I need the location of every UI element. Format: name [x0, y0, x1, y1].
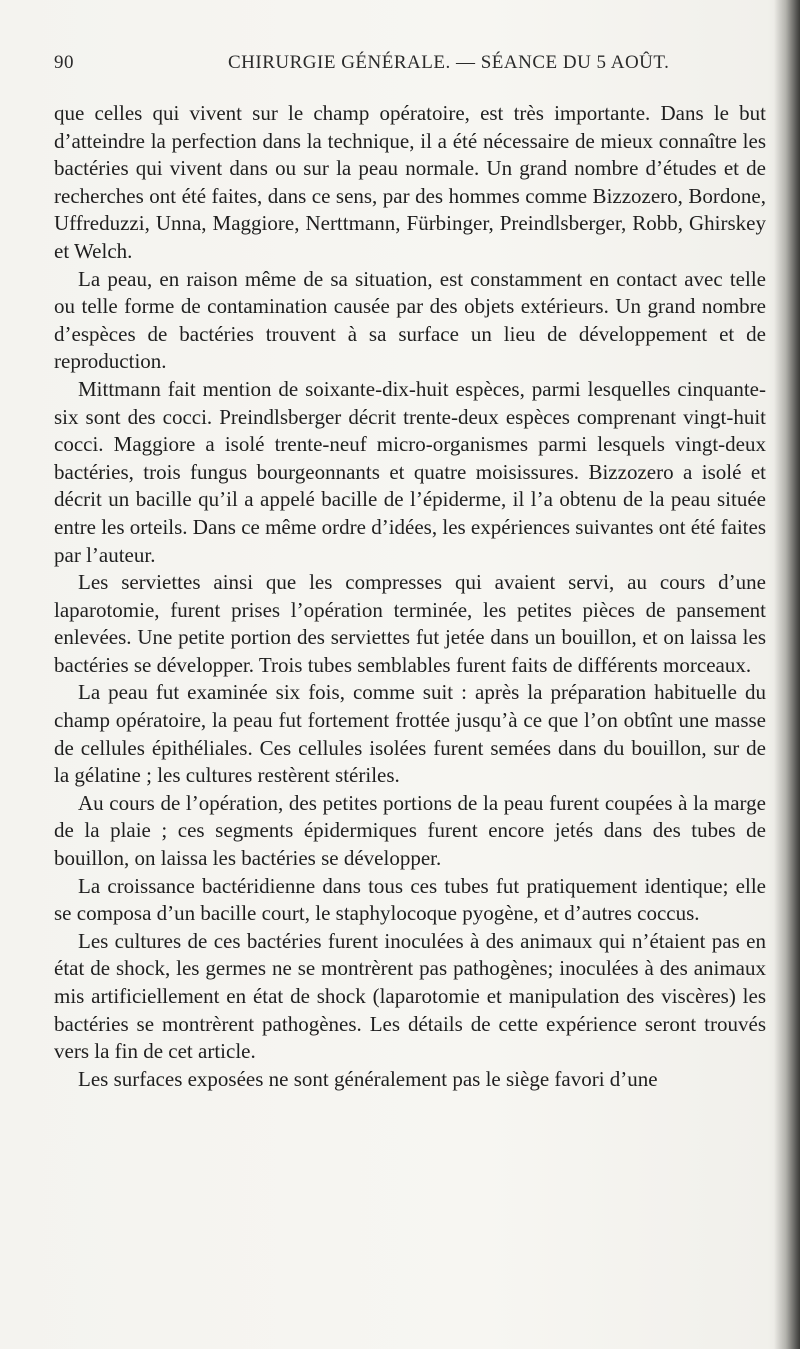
page-number: 90 [54, 52, 74, 73]
running-head: CHIRURGIE GÉNÉRALE. — SÉANCE DU 5 AOÛT. [228, 52, 670, 73]
paragraph: Au cours de l’opération, des petites portions de la peau furent coupées à la marge de la plaie ; ces segments épidermiques furent encore jetés dans des tubes de bouillon, on laissa les bactéries se développer. [54, 790, 766, 871]
paragraph: La peau, en raison même de sa situation, est constamment en contact avec telle ou telle forme de contamination causée par des objets extérieurs. Un grand nombre d’espèces de bactéries trouvent à sa surface un lieu de développement et de reproduction. [54, 266, 766, 374]
paragraph: Les surfaces exposées ne sont généralement pas le siège favori d’une [78, 1066, 658, 1091]
paragraph: La croissance bactéridienne dans tous ces tubes fut pratiquement identique; elle se composa d’un bacille court, le staphylocoque pyogène, et d’autres coccus. [54, 873, 766, 926]
paragraph: que celles qui vivent sur le champ opératoire, est très importante. Dans le but d’atteindre la perfection dans la technique, il a été nécessaire de mieux connaître les bactéries qui vivent dans ou sur la peau normale. Un grand nombre d’études et de recherches ont été faites, dans ce sens, par des hommes comme Bizzozero, Bordone, Uffreduzzi, Unna, Maggiore, Nerttmann, Fürbinger, Preindlsberger, Robb, Ghirskey et Welch. [54, 101, 766, 263]
paragraph: Mittmann fait mention de soixante-dix-huit espèces, parmi lesquelles cinquante-six sont des cocci. Preindlsberger décrit trente-deux espèces comprenant vingt-huit cocci. Maggiore a isolé trente-neuf micro-organismes parmi lesquels vingt-deux bactéries, trois fungus bourgeonnants et quatre moisissures. Bizzozero a isolé et décrit un bacille qu’il a appelé bacille de l’épiderme, il l’a obtenu de la peau située entre les orteils. Dans ce même ordre d’idées, les expériences suivantes ont été faites par l’auteur. [54, 376, 766, 567]
paragraph: Les cultures de ces bactéries furent inoculées à des animaux qui n’étaient pas en état de shock, les germes ne se montrèrent pas pathogènes; inoculées à des animaux mis artificiellement en état de shock (laparotomie et manipulation des viscères) les bactéries se montrèrent pathogènes. Les détails de cette expérience seront trouvés vers la fin de cet article. [54, 928, 766, 1064]
paragraph: Les serviettes ainsi que les compresses qui avaient servi, au cours d’une laparotomie, furent prises l’opération terminée, les petites pièces de pansement enlevées. Une petite portion des serviettes fut jetée dans un bouillon, et on laissa les bactéries se développer. Trois tubes semblables furent faits de différents morceaux. [54, 570, 766, 677]
page-header [54, 52, 760, 88]
paragraph: La peau fut examinée six fois, comme suit : après la préparation habituelle du champ opératoire, la peau fut fortement frottée jusqu’à ce que l’on obtînt une masse de cellules épithéliales. Ces cellules isolées furent semées dans du bouillon, sur de la gélatine ; les cultures restèrent stériles. [54, 680, 766, 788]
body-text [54, 100, 766, 1093]
binding-shadow [774, 0, 800, 1349]
